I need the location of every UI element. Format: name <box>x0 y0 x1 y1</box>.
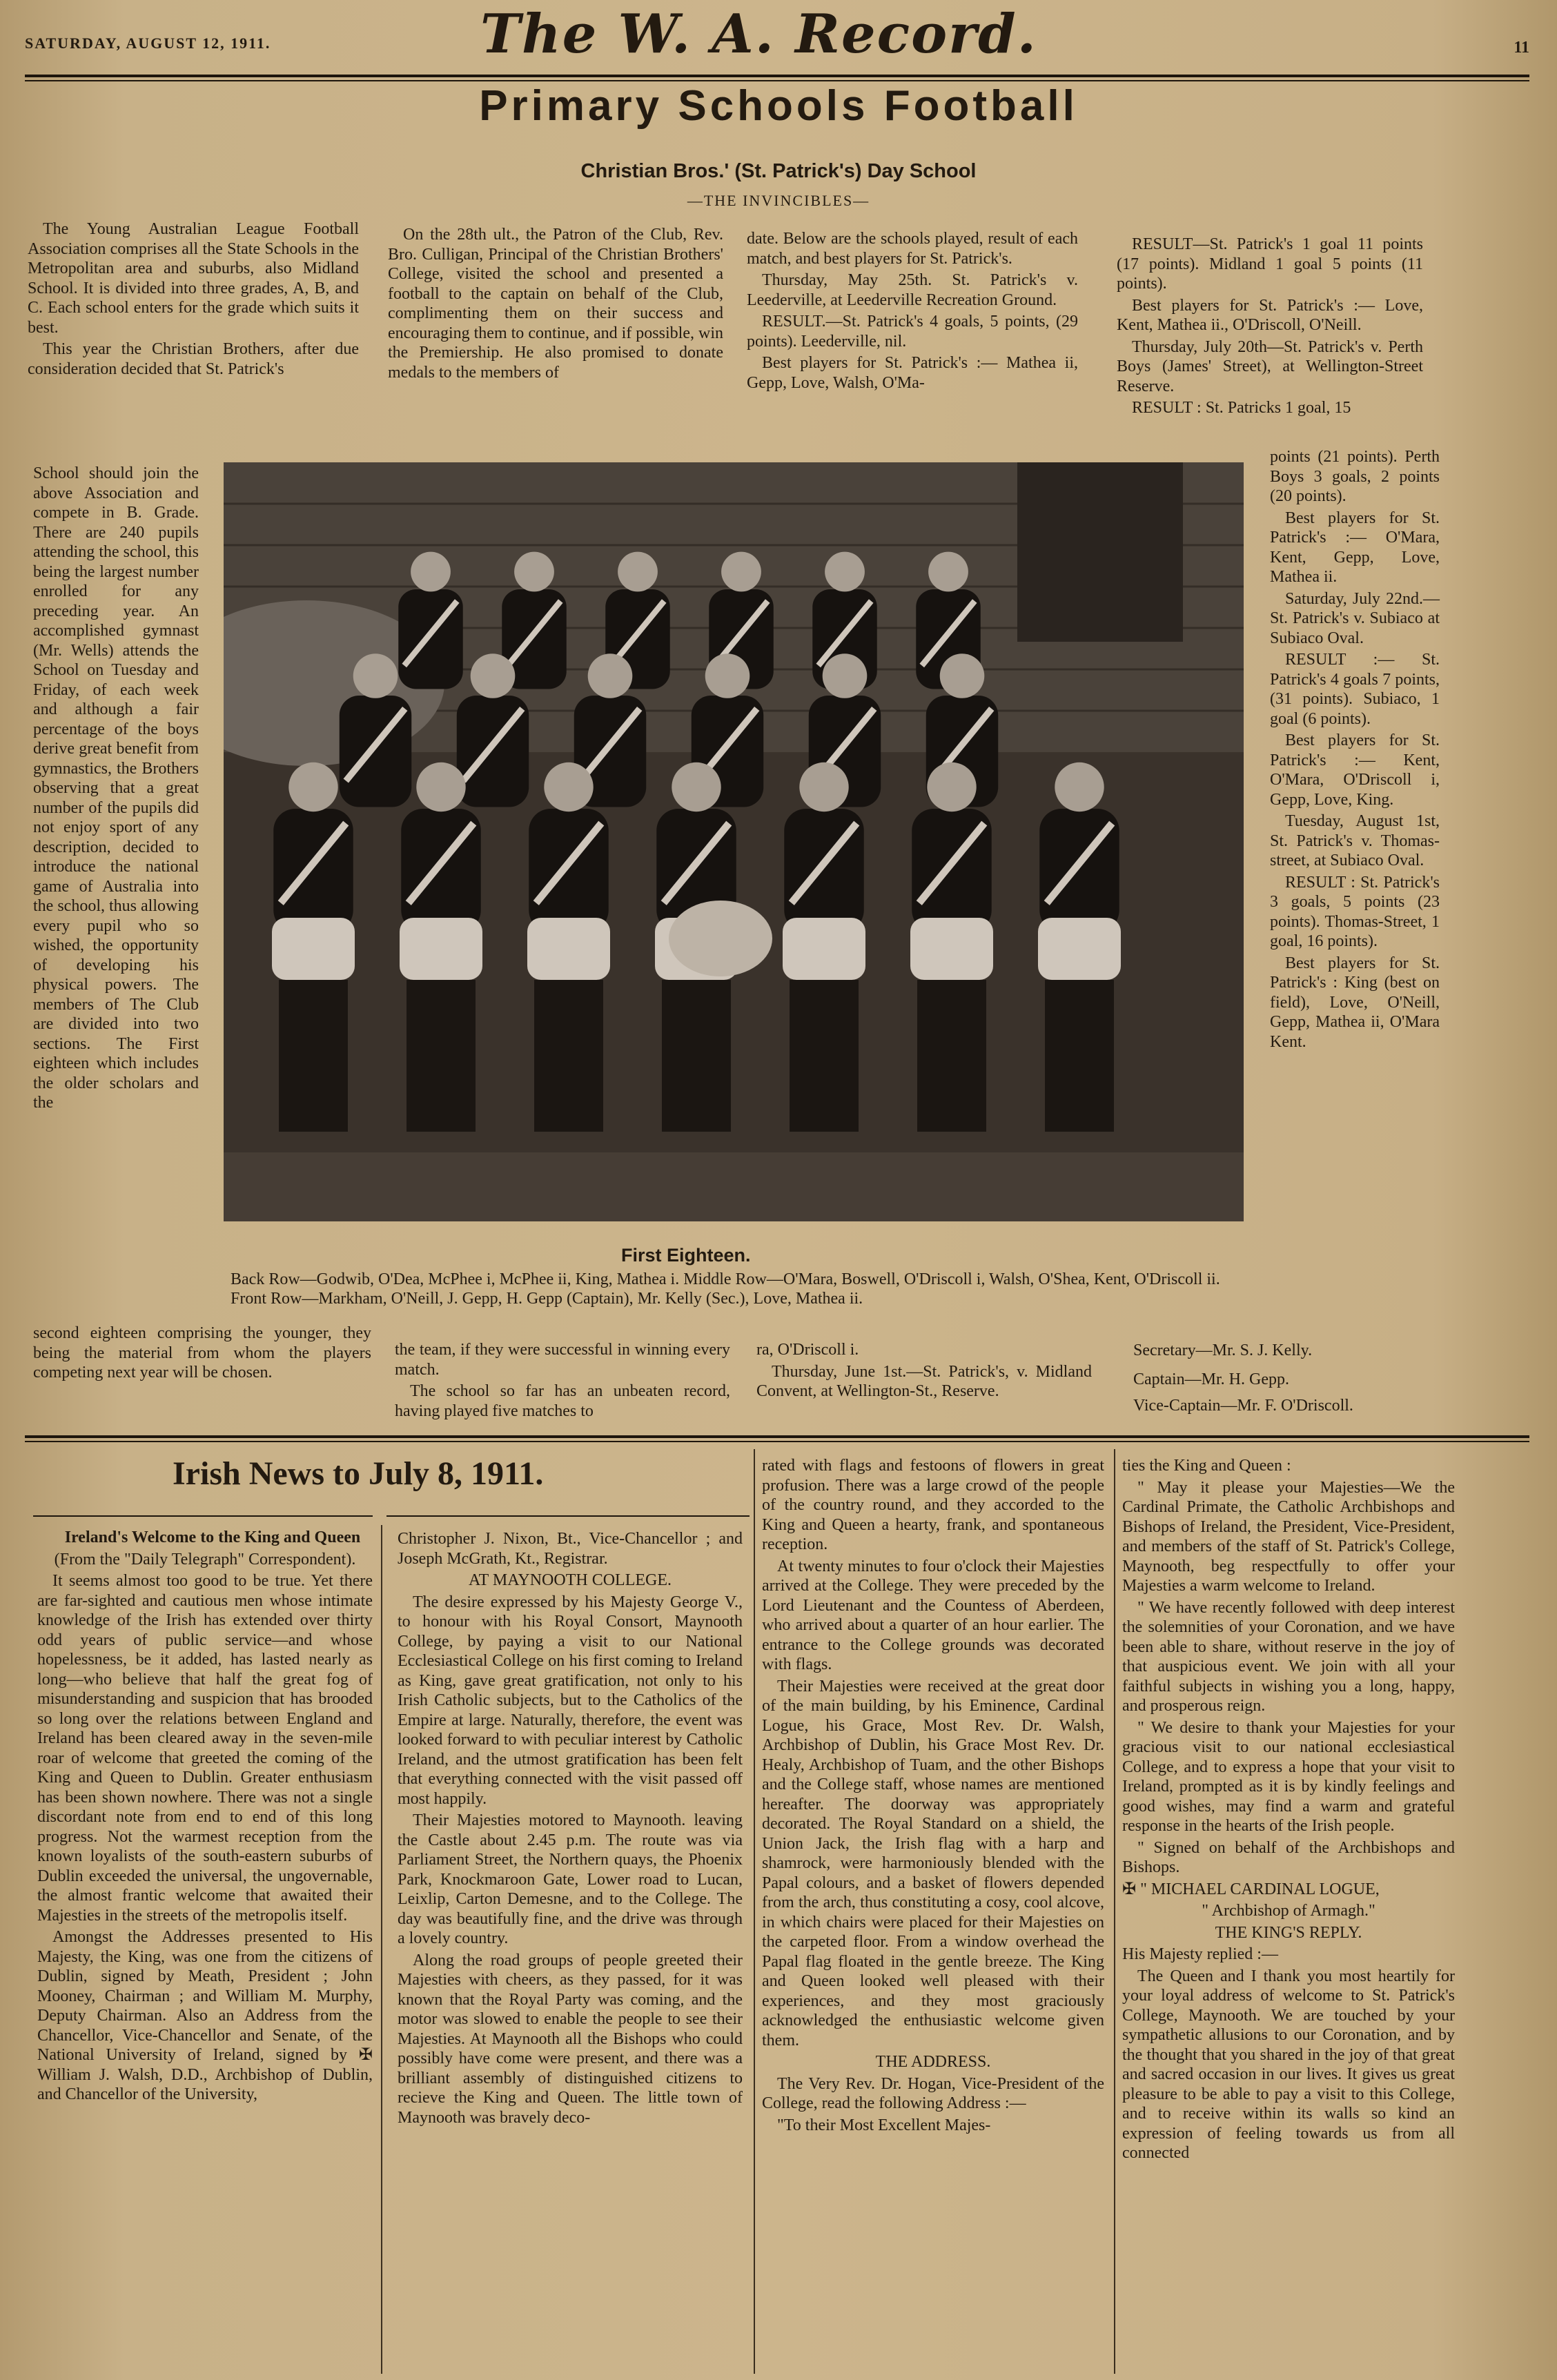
paragraph: Best players for St. Patrick's :— Love, Kent, Mathea ii., O'Driscoll, O'Neill. <box>1117 296 1423 334</box>
issue-date: SATURDAY, AUGUST 12, 1911. <box>25 35 271 52</box>
paragraph: Thursday, July 20th—St. Patrick's v. Perth Boys (James' Street), at Wellington-Street Reserve. <box>1117 337 1423 395</box>
paragraph: date. Below are the schools played, result of each match, and best players for St. Patrick's. <box>747 230 1078 268</box>
paragraph: His Majesty replied :— <box>1122 1945 1278 1963</box>
signature-title: " Archbishop of Armagh." <box>1202 1902 1375 1920</box>
section-heading: AT MAYNOOTH COLLEGE. <box>469 1571 672 1589</box>
article-source: (From the "Daily Telegraph" Correspondent). <box>54 1550 356 1568</box>
paragraph: Their Majesties motored to Maynooth. leaving the Castle about 2.45 p.m. The route was via Parliament Street, the Northern quays, the Phoenix Park, Knockmaroon Gate, Lower road to Lucan, Leixlip, Carton Demesne, and to the College. The day was beautifully fine, and the drive was through a lovely country. <box>398 1811 743 1947</box>
column-rule <box>1114 1449 1115 2374</box>
secretary-line: Secretary—Mr. S. J. Kelly. <box>1133 1341 1313 1359</box>
paragraph: points (21 points). Perth Boys 3 goals, 2 points (20 points). <box>1270 448 1440 505</box>
football-col1-side <box>33 464 199 1115</box>
football-col1-bottom <box>33 1324 371 1385</box>
football-col4-top <box>1117 235 1423 420</box>
paragraph: The Queen and I thank you most heartily for your loyal address of welcome to St. Patrick's College, Maynooth. We are touched by your sympathetic allusions to our Coronation, and by the thought that you shared in the joy of that great and sacred occasion in our lives. It gives us great pleasure to be able to pay a visit to this College, and to receive within its walls so kind an expression of feeling towards us from all connected <box>1122 1967 1455 2162</box>
paragraph: Thursday, May 25th. St. Patrick's v. Leederville, at Leederville Recreation Ground. <box>747 271 1078 309</box>
player-shorts <box>1038 918 1121 980</box>
paragraph: On the 28th ult., the Patron of the Club, Rev. Bro. Culligan, Principal of the Christian Brothers' College, visited the school and presented a football to the captain on behalf of the Club, complimenting them on their success and encouraging them to continue, and if possible, win the Premiership. He also promised to donate medals to the members of <box>388 226 723 382</box>
masthead-rule <box>25 75 1529 77</box>
photo-caption-title: First Eighteen. <box>621 1245 751 1266</box>
player-legs <box>1045 980 1114 1132</box>
football-col2-top <box>388 225 723 384</box>
headline-underline <box>33 1515 373 1517</box>
section-heading: THE KING'S REPLY. <box>1215 1923 1362 1942</box>
paragraph: Best players for St. Patrick's :— Kent, O'Mara, O'Driscoll i, Gepp, Love, King. <box>1270 731 1440 809</box>
player-shorts <box>783 918 865 980</box>
paragraph: At twenty minutes to four o'clock their Majesties arrived at the College. They were preceded by the Lord Lieutenant and the Countess of Aberdeen, who arrived about a quarter of an hour earlier. The entrance to the College grounds was decorated with flags. <box>762 1557 1104 1673</box>
team-photograph-image <box>224 462 1244 1221</box>
football-subsubheading: —THE INVINCIBLES— <box>687 192 870 209</box>
paragraph: RESULT.—St. Patrick's 4 goals, 5 points, (29 points). Leederville, nil. <box>747 313 1078 351</box>
photo-caption: Back Row—Godwib, O'Dea, McPhee i, McPhee ii, King, Mathea i. Middle Row—O'Mara, Boswell, O'Driscoll i, Walsh, O'Shea, Kent, O'Driscoll ii. Front Row—Markham, O'Neill, J. Gepp, H. Gepp (Captain), Mr. Kelly (Sec.), Love, Mathea ii. <box>231 1270 1220 1308</box>
section-divider-thin <box>25 1441 1529 1442</box>
paragraph: Best players for St. Patrick's :— Mathea ii, Gepp, Love, Walsh, O'Ma- <box>747 354 1078 392</box>
paragraph: The school so far has an unbeaten record, having played five matches to <box>395 1382 730 1420</box>
football-col3-bottom <box>756 1340 1092 1404</box>
paragraph: The Young Australian League Football Association comprises all the State Schools in the Metropolitan area and suburbs, also Midland School. It is divided into three grades, A, B, and C. Each school enters for the grade which suits it best. <box>28 220 359 337</box>
irish-col3 <box>762 1456 1104 2137</box>
football-col2-bottom <box>395 1340 730 1423</box>
player-legs <box>662 980 731 1132</box>
football-ball <box>669 901 772 976</box>
paragraph: RESULT :— St. Patrick's 4 goals 7 points, (31 points). Subiaco, 1 goal (6 points). <box>1270 651 1440 728</box>
paragraph: The desire expressed by his Majesty George V., to honour with his Royal Consort, Maynooth College, by paying a visit to our National Ecclesiastical College on his first coming to Ireland as King, gave great gratification, not only to his Irish Catholic subjects, but to the Catholics of the Empire at large. Naturally, therefore, the event was looked forward to with peculiar interest by Catholic Ireland, and the utmost gratification has been felt that everything connected with the visit passed off most happily. <box>398 1593 743 1808</box>
paragraph: RESULT : St. Patricks 1 goal, 15 <box>1132 399 1351 417</box>
paragraph: Along the road groups of people greeted their Majesties with cheers, as they passed, for it was known that the Royal Party was coming, and the motor was slowed to enable the people to see their Majesties. At Maynooth all the Bishops who could possibly have come were present, and there was a brilliant assembly of distinguished citizens to recieve the King and Queen. The little town of Maynooth was bravely deco- <box>398 1951 743 2127</box>
paragraph: rated with flags and festoons of flowers in great profusion. There was a large crowd of the people of the country round, and they accorded to the King and Queen a hearty, frank, and spontaneous reception. <box>762 1457 1104 1553</box>
football-col3-top <box>747 229 1078 395</box>
paragraph: RESULT—St. Patrick's 1 goal 11 points (17 points). Midland 1 goal 5 points (11 points). <box>1117 235 1423 293</box>
paragraph: Their Majesties were received at the great door of the main building, by his Eminence, Cardinal Logue, his Grace, Most Rev. Dr. Walsh, Archbishop of Dublin, his Grace Most Rev. Dr. Healy, Archbishop of Tuam, and the other Bishops and the College staff, whose names are mentioned hereafter. The doorway was appropriately decorated. The Royal Standard on a shield, the Union Jack, the Irish flag with a harp and shamrock, were harmoniously blended with the Papal colours, and a basket of flowers depended from the arch, thus constituting a cosy, cool alcove, in which chairs were placed for their Majesties on the carpeted floor. From a window overhead the Papal flag floated in the gentle breeze. The King and Queen looked well pleased with their experiences, and they most graciously acknowledged the enthusiastic welcome given them. <box>762 1677 1104 2049</box>
paragraph: " Signed on behalf of the Archbishops and Bishops. <box>1122 1838 1455 1876</box>
paragraph: Best players for St. Patrick's :— O'Mara, Kent, Gepp, Love, Mathea ii. <box>1270 509 1440 586</box>
article-subheading: Ireland's Welcome to the King and Queen <box>64 1528 361 1546</box>
paragraph: Amongst the Addresses presented to His Majesty, the King, was one from the citizens of Dublin, signed by Meath, President ; John Mooney, Chairman ; and William M. Murphy, Deputy Chairman. Also an Address from the Chancellor, Vice-Chancellor and Senate, of the National University of Ireland, signed by ✠ William J. Walsh, D.D., Archbishop of Dublin, and Chancellor of the University, <box>37 1928 373 2103</box>
player-legs <box>534 980 603 1132</box>
paragraph: "To their Most Excellent Majes- <box>777 2116 991 2134</box>
paragraph: " We have recently followed with deep interest the solemnities of your Coronation, and we have been able to share, without reserve in the joy of that auspicious event. We join with all your faithful subjects in wishing you a long, happy, and prosperous reign. <box>1122 1598 1455 1715</box>
signature: ✠ " MICHAEL CARDINAL LOGUE, <box>1122 1880 1380 1898</box>
paragraph: " May it please your Majesties—We the Cardinal Primate, the Catholic Archbishops and Bishops of Ireland, the President, Vice-President, and members of the staff of St. Patrick's College, Maynooth, beg respectfully to offer your Majesties a warm welcome to Ireland. <box>1122 1478 1455 1595</box>
player-legs <box>917 980 986 1132</box>
football-col1-top <box>28 219 359 381</box>
irish-col2 <box>398 1529 743 2130</box>
paragraph: School should join the above Association and compete in B. Grade. There are 240 pupils attending the school, this being the largest number enrolled for any preceding year. An accomplished gymnast (Mr. Wells) attends the School on Tuesday and Friday, of each week and although a fair percentage of the boys derive great benefit from gymnastics, the Brothers observing that a great number of the pupils did not enjoy sport of any description, decided to introduce the national game of Australia into the school, thus allowing every pupil who so wished, the opportunity of developing his physical powers. The members of The Club are divided into two sections. The First eighteen which includes the older scholars and the <box>33 464 199 1112</box>
irish-news-headline: Irish News to July 8, 1911. <box>173 1455 544 1492</box>
irish-col1 <box>37 1528 373 2107</box>
page-number: 11 <box>1514 39 1529 57</box>
irish-col4 <box>1122 1456 1455 2165</box>
player-shorts <box>400 918 482 980</box>
football-headline: Primary Schools Football <box>479 82 1078 130</box>
captain-line: Captain—Mr. H. Gepp. <box>1133 1370 1289 1388</box>
paragraph: Saturday, July 22nd.—St. Patrick's v. Subiaco at Subiaco Oval. <box>1270 589 1440 647</box>
player-shorts <box>910 918 993 980</box>
column-rule <box>381 1525 382 2374</box>
football-col4-side <box>1270 447 1440 1054</box>
paragraph: the team, if they were successful in winning every match. <box>395 1341 730 1379</box>
paragraph: ties the King and Queen : <box>1122 1457 1291 1475</box>
player-shorts <box>527 918 610 980</box>
paragraph: The Very Rev. Dr. Hogan, Vice-President of the College, read the following Address :— <box>762 2074 1104 2112</box>
section-heading: THE ADDRESS. <box>875 2053 991 2071</box>
paragraph: Christopher J. Nixon, Bt., Vice-Chancellor ; and Joseph McGrath, Kt., Registrar. <box>398 1530 743 1568</box>
player-legs <box>279 980 348 1132</box>
column-rule <box>754 1449 755 2374</box>
vice-captain-line: Vice-Captain—Mr. F. O'Driscoll. <box>1133 1397 1353 1415</box>
football-subheading: Christian Bros.' (St. Patrick's) Day School <box>580 160 977 182</box>
player-shorts <box>272 918 355 980</box>
paragraph: It seems almost too good to be true. Yet there are far-sighted and cautious men whose intimate knowledge of the Irish has extended over thirty odd years of public service—and whose hopelessness, be it added, has lasted nearly as long—who believe that half the great fog of misunderstanding and suspicion that has brooded so long over the relations between England and Ireland has been cleared away in the seven-mile roar of welcome that greeted the coming of the King and Queen to Dublin. Greater enthusiasm has been shown nowhere. There was not a single discordant note from end to end of this long progress. Not the warmest reception from the known loyalists of the south-eastern suburbs of Dublin exceeded the universal, the ungovernable, the almost frantic welcome that awaited their Majesties in the streets of the metropolis itself. <box>37 1572 373 1925</box>
paragraph: Best players for St. Patrick's : King (best on field), Love, O'Neill, Gepp, Mathea ii, O'Mara Kent. <box>1270 954 1440 1051</box>
paragraph: ra, O'Driscoll i. <box>756 1341 859 1359</box>
paragraph: Thursday, June 1st.—St. Patrick's, v. Midland Convent, at Wellington-St., Reserve. <box>756 1362 1092 1400</box>
player-legs <box>790 980 859 1132</box>
newspaper-title: The W. A. Record. <box>480 3 1037 66</box>
paragraph: " We desire to thank your Majesties for your gracious visit to our national ecclesiastical College, and to express a hope that your visit to Ireland, prompted as it is by kindly feelings and good wishes, may find a warm and grateful response in the hearts of the Irish people. <box>1122 1718 1455 1835</box>
paragraph: This year the Christian Brothers, after due consideration decided that St. Patrick's <box>28 340 359 378</box>
team-photograph <box>224 462 1244 1221</box>
paragraph: Tuesday, August 1st, St. Patrick's v. Thomas-street, at Subiaco Oval. <box>1270 812 1440 869</box>
paragraph: RESULT : St. Patrick's 3 goals, 5 points (23 points). Thomas-Street, 1 goal, 16 points). <box>1270 873 1440 950</box>
paragraph: second eighteen comprising the younger, they being the material from whom the players competing next year will be chosen. <box>33 1324 371 1381</box>
player-legs <box>407 980 476 1132</box>
headline-underline <box>386 1515 750 1517</box>
section-divider <box>25 1435 1529 1438</box>
masthead <box>25 3 1529 72</box>
